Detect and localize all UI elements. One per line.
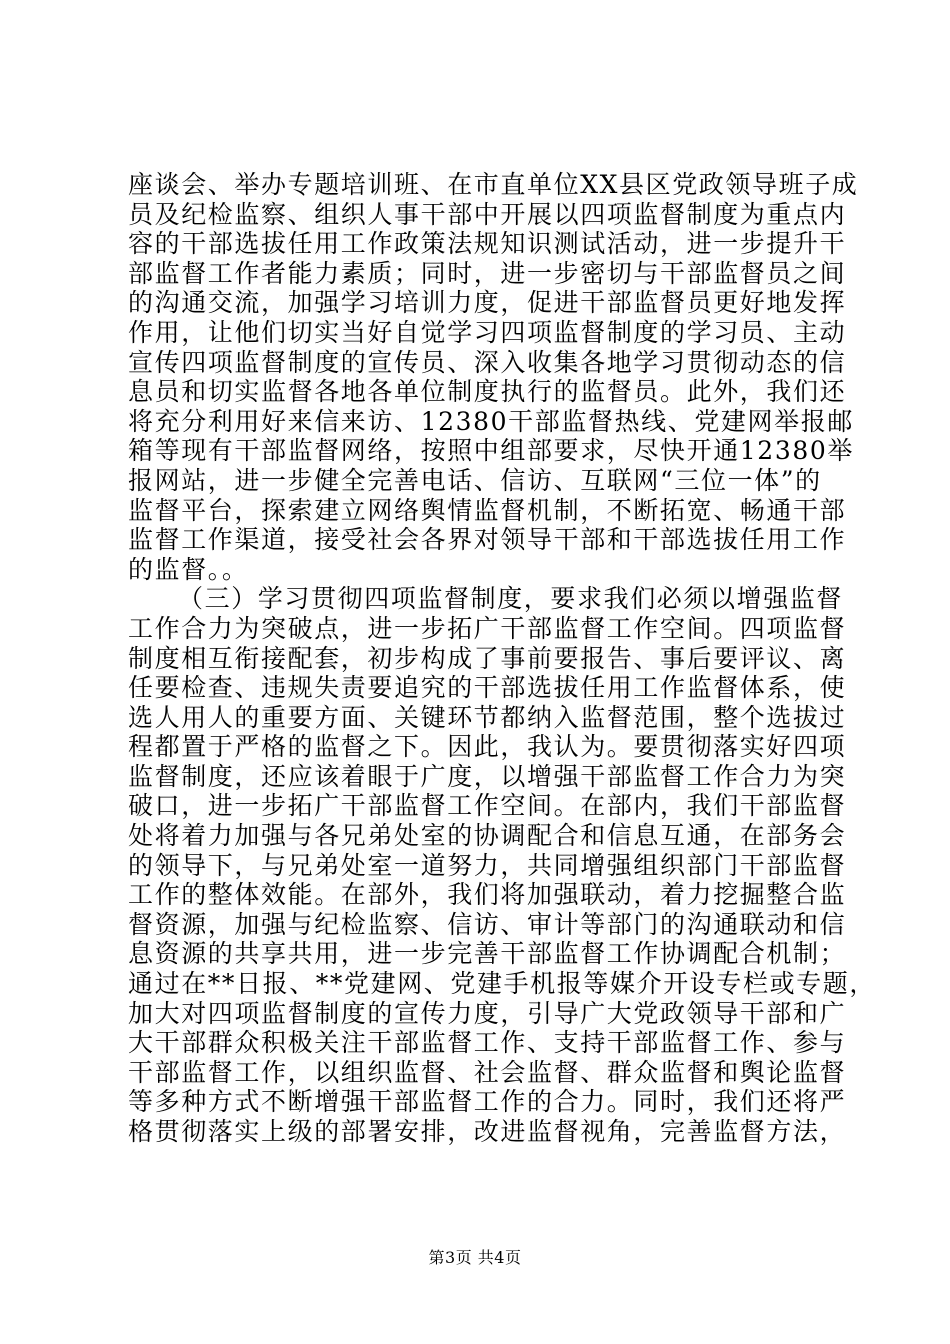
text-line: 部监督工作者能力素质；同时，进一步密切与干部监督员之间	[128, 258, 847, 288]
text-line: 等多种方式不断增强干部监督工作的合力。同时，我们还将严	[128, 1087, 847, 1117]
text-line: 任要检查、违规失责要追究的干部选拔任用工作监督体系，使	[128, 673, 847, 703]
body-text	[128, 170, 877, 1147]
text-line: 作用，让他们切实当好自觉学习四项监督制度的学习员、主动	[128, 317, 847, 347]
text-line: 工作合力为突破点，进一步拓广干部监督工作空间。四项监督	[128, 613, 847, 643]
page-number-footer: 第3页 共4页	[428, 1248, 522, 1267]
text-line: 督资源，加强与纪检监察、信访、审计等部门的沟通联动和信	[128, 909, 847, 939]
text-line: 处将着力加强与各兄弟处室的协调配合和信息互通，在部务会	[128, 821, 847, 851]
text-line: 的监督。。	[128, 554, 249, 584]
text-line: 工作的整体效能。在部外，我们将加强联动，着力挖掘整合监	[128, 880, 847, 910]
text-line: 的领导下，与兄弟处室一道努力，共同增强组织部门干部监督	[128, 850, 847, 880]
text-line: 监督工作渠道，接受社会各界对领导干部和干部选拔任用工作	[128, 525, 847, 555]
text-line: 容的干部选拔任用工作政策法规知识测试活动，进一步提升干	[128, 229, 847, 259]
text-line: 座谈会、举办专题培训班、在市直单位XX县区党政领导班子成	[128, 170, 859, 199]
text-line-paragraph-start: （三）学习贯彻四项监督制度，要求我们必须以增强监督	[178, 584, 844, 614]
text-line: 格贯彻落实上级的部署安排，改进监督视角，完善监督方法，	[128, 1117, 847, 1146]
text-line: 箱等现有干部监督网络，按照中组部要求，尽快开通12380举	[128, 436, 854, 466]
text-line: 选人用人的重要方面、关键环节都纳入监督范围，整个选拔过	[128, 702, 847, 732]
text-line: 大干部群众积极关注干部监督工作、支持干部监督工作、参与	[128, 1028, 847, 1058]
text-line: 监督平台，探索建立网络舆情监督机制，不断拓宽、畅通干部	[128, 495, 847, 525]
text-line: 通过在**日报、**党建网、党建手机报等媒介开设专栏或专题，	[128, 969, 877, 999]
text-line: 程都置于严格的监督之下。因此，我认为。要贯彻落实好四项	[128, 732, 847, 762]
text-line: 破口，进一步拓广干部监督工作空间。在部内，我们干部监督	[128, 791, 847, 821]
text-line: 报网站，进一步健全完善电话、信访、互联网“三位一体”的	[128, 465, 822, 495]
text-line: 制度相互衔接配套，初步构成了事前要报告、事后要评议、离	[128, 643, 847, 673]
text-line: 员及纪检监察、组织人事干部中开展以四项监督制度为重点内	[128, 199, 847, 229]
text-line: 宣传四项监督制度的宣传员、深入收集各地学习贯彻动态的信	[128, 347, 847, 377]
text-line: 干部监督工作，以组织监督、社会监督、群众监督和舆论监督	[128, 1057, 847, 1087]
text-line: 将充分利用好来信来访、12380干部监督热线、党建网举报邮	[128, 406, 854, 436]
text-line: 息员和切实监督各地各单位制度执行的监督员。此外，我们还	[128, 377, 847, 407]
text-line: 的沟通交流，加强学习培训力度，促进干部监督员更好地发挥	[128, 288, 847, 318]
text-line: 监督制度，还应该着眼于广度，以增强干部监督工作合力为突	[128, 761, 847, 791]
text-line: 息资源的共享共用，进一步完善干部监督工作协调配合机制；	[128, 939, 847, 969]
text-line: 加大对四项监督制度的宣传力度，引导广大党政领导干部和广	[128, 998, 847, 1028]
